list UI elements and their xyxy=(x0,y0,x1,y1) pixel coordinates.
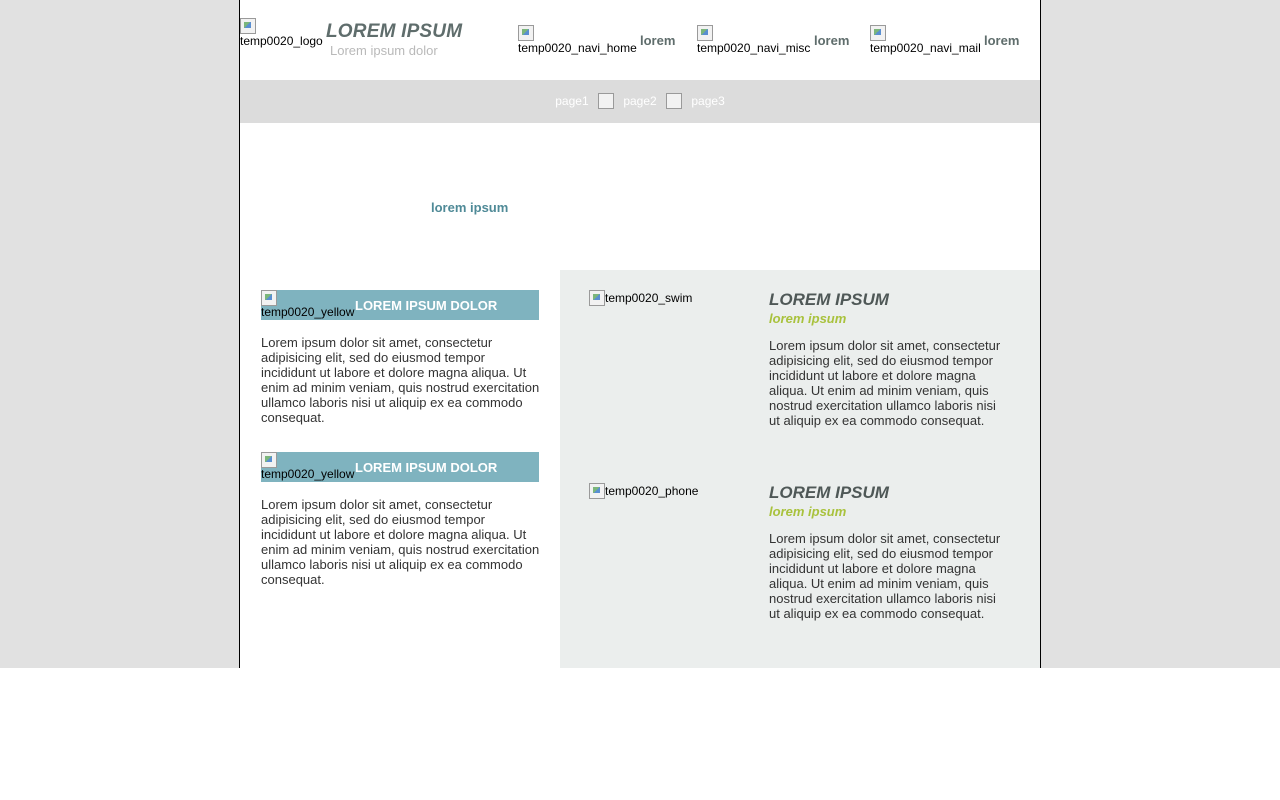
box-header xyxy=(261,452,539,482)
box-title: LOREM IPSUM DOLOR xyxy=(355,298,498,313)
yellow-icon xyxy=(261,290,355,319)
feature-title: LOREM IPSUM xyxy=(769,290,889,309)
feature-image-alt: temp0020_swim xyxy=(605,291,693,305)
header xyxy=(240,0,1040,80)
feature-subtitle: lorem ipsum xyxy=(769,311,847,326)
nav-home-label: lorem xyxy=(640,33,676,48)
nav-misc-label: lorem xyxy=(814,33,850,48)
yellow-icon xyxy=(261,452,355,481)
broken-image-icon xyxy=(261,452,277,468)
feature-image-alt: temp0020_phone xyxy=(605,484,699,498)
site-title: LOREM IPSUM xyxy=(326,21,463,42)
nav-home[interactable] xyxy=(518,25,676,55)
home-icon xyxy=(518,25,534,41)
feature-subtitle: lorem ipsum xyxy=(769,504,847,519)
page2-link[interactable]: page2 xyxy=(623,94,657,108)
swim-image xyxy=(589,290,693,309)
separator-icon xyxy=(666,93,682,109)
broken-image-icon xyxy=(589,290,605,306)
banner-link[interactable]: lorem ipsum xyxy=(431,200,509,215)
nav-misc-alt: temp0020_navi_misc xyxy=(697,41,811,55)
feature-body-text: Lorem ipsum dolor sit amet, consectetur adipisicing elit, sed do eiusmod tempor incididunt ut labore et dolore magna aliqua. Ut enim ad minim veniam, quis nostrud exercitation ullamco laboris nisi ut aliquip ex ea commodo consequat. xyxy=(769,531,1001,621)
box-body-text: Lorem ipsum dolor sit amet, consectetur adipisicing elit, sed do eiusmod tempor incididunt ut labore et dolore magna aliqua. Ut enim ad minim veniam, quis nostrud exercitation ullamco laboris nisi ut aliquip ex ea commodo consequat. xyxy=(261,335,540,425)
broken-image-icon xyxy=(240,18,256,34)
nav-home-alt: temp0020_navi_home xyxy=(518,41,637,55)
page3-link[interactable]: page3 xyxy=(691,94,725,108)
mail-icon xyxy=(870,25,886,41)
page-navigation-bar xyxy=(240,80,1040,123)
nav-mail-alt: temp0020_navi_mail xyxy=(870,41,981,55)
feature-body-text: Lorem ipsum dolor sit amet, consectetur adipisicing elit, sed do eiusmod tempor incididunt ut labore et dolore magna aliqua. Ut enim ad minim veniam, quis nostrud exercitation ullamco laboris nisi ut aliquip ex ea commodo consequat. xyxy=(769,338,1001,428)
site-subtitle: Lorem ipsum dolor xyxy=(330,43,438,58)
nav-misc[interactable] xyxy=(697,25,850,55)
nav-mail-label: lorem xyxy=(984,33,1020,48)
broken-image-icon xyxy=(261,290,277,306)
box-icon-alt: temp0020_yellow xyxy=(261,305,355,319)
right-column xyxy=(560,270,1040,668)
box-body-text: Lorem ipsum dolor sit amet, consectetur adipisicing elit, sed do eiusmod tempor incididunt ut labore et dolore magna aliqua. Ut enim ad minim veniam, quis nostrud exercitation ullamco laboris nisi ut aliquip ex ea commodo consequat. xyxy=(261,497,540,587)
banner xyxy=(240,123,1040,270)
misc-icon xyxy=(697,25,713,41)
box-title: LOREM IPSUM DOLOR xyxy=(355,460,498,475)
broken-image-icon xyxy=(589,483,605,499)
feature-title: LOREM IPSUM xyxy=(769,483,889,502)
page1-link[interactable]: page1 xyxy=(555,94,589,108)
page-container xyxy=(239,0,1041,668)
nav-mail[interactable] xyxy=(870,25,1020,55)
logo-alt-text: temp0020_logo xyxy=(240,34,323,48)
box-icon-alt: temp0020_yellow xyxy=(261,467,355,481)
separator-icon xyxy=(598,93,614,109)
box-header xyxy=(261,290,539,320)
logo[interactable] xyxy=(240,18,323,48)
left-column xyxy=(240,270,560,668)
phone-image xyxy=(589,483,699,502)
